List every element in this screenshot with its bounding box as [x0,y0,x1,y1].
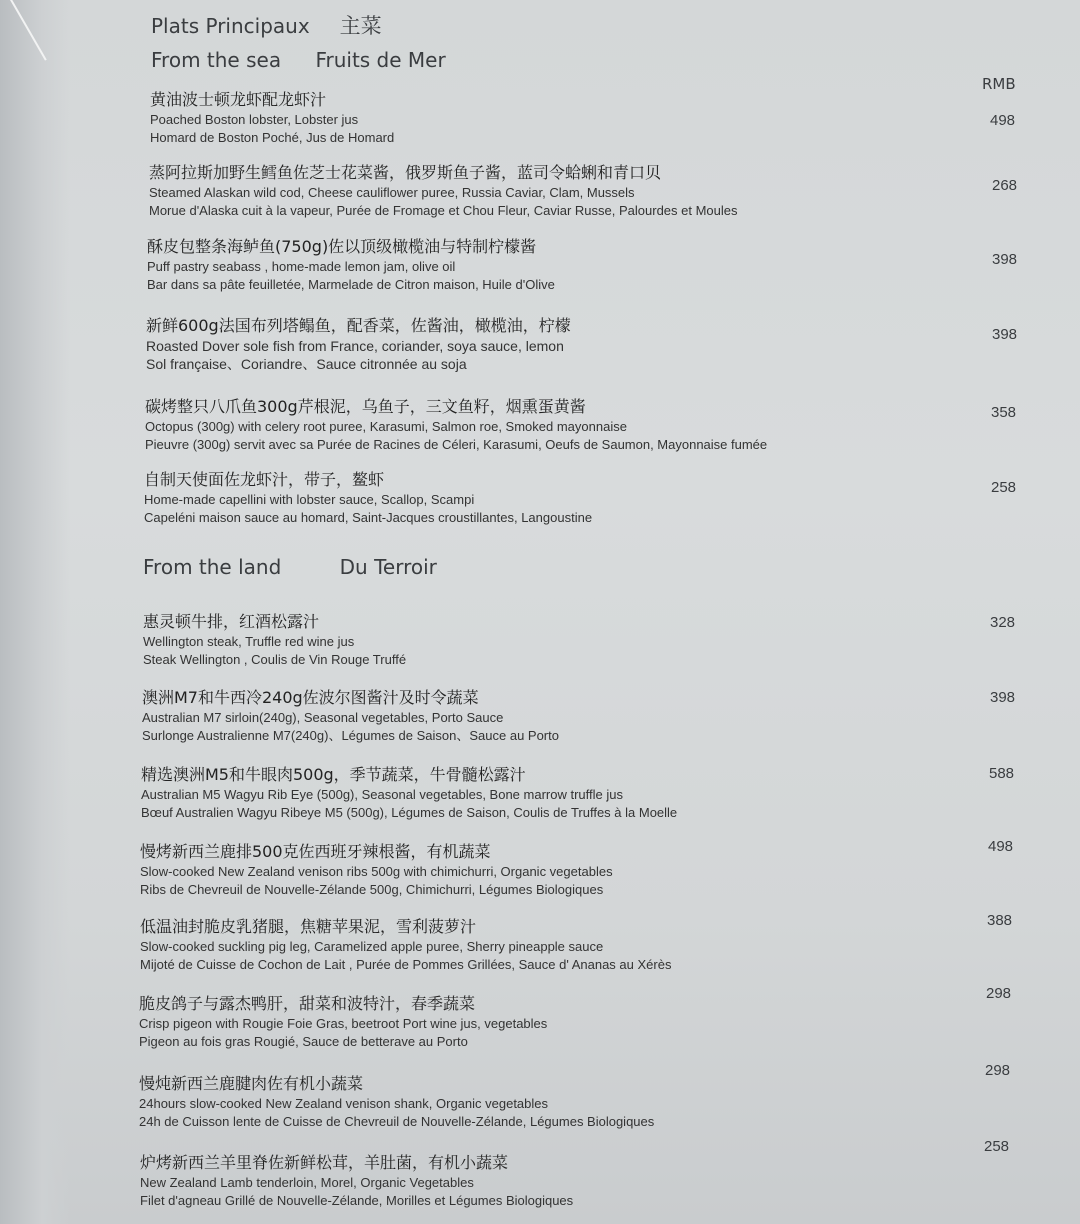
item-name-fr: Capeléni maison sauce au homard, Saint-Jacques croustillantes, Langoustine [144,510,593,525]
item-name-en: Slow-cooked suckling pig leg, Caramelized apple puree, Sherry pineapple sauce [140,939,604,954]
item-name-cn: 低温油封脆皮乳猪腿，焦糖苹果泥，雪利菠萝汁 [140,917,477,936]
item-name-en: Octopus (300g) with celery root puree, Karasumi, Salmon roe, Smoked mayonnaise [145,419,627,434]
menu-item [142,687,942,745]
menu-item [141,764,941,822]
item-name-fr: Steak Wellington , Coulis de Vin Rouge Truffé [143,652,407,667]
item-name-cn: 脆皮鸽子与露杰鸭肝，甜菜和波特汁，春季蔬菜 [139,994,476,1013]
item-price: 498 [988,838,1014,855]
item-name-fr: Mijoté de Cuisse de Cochon de Lait , Purée de Pommes Grillées, Sauce d' Ananas au Xérès [140,957,672,972]
item-name-en: Wellington steak, Truffle red wine jus [143,634,355,649]
item-name-en: Australian M5 Wagyu Rib Eye (500g), Seasonal vegetables, Bone marrow truffle jus [141,787,623,802]
item-price: 358 [991,404,1017,421]
item-name-cn: 酥皮包整条海鲈鱼(750g)佐以顶级橄榄油与特制柠檬酱 [147,237,537,256]
subsection-sea-fr: Fruits de Mer [315,48,446,72]
menu-item [147,236,947,294]
menu-item [139,993,939,1051]
item-name-en: New Zealand Lamb tenderloin, Morel, Organic Vegetables [140,1175,474,1190]
menu-item [139,1073,939,1131]
item-name-cn: 精选澳洲M5和牛眼肉500g，季节蔬菜，牛骨髓松露汁 [141,765,526,784]
item-price: 388 [987,912,1013,929]
menu-item [150,89,950,147]
item-name-cn: 自制天使面佐龙虾汁，带子，鳌虾 [144,470,385,489]
item-price: 398 [990,689,1016,706]
subsection-land-fr: Du Terroir [339,555,437,579]
subsection-sea-en: From the sea [151,48,282,72]
section-title-cn: 主菜 [339,14,382,38]
menu-item [140,1152,940,1210]
item-name-en: Puff pastry seabass , home-made lemon jam, olive oil [147,259,456,274]
item-price: 298 [986,985,1012,1002]
item-name-fr: Morue d'Alaska cuit à la vapeur, Purée de Fromage et Chou Fleur, Caviar Russe, Palourdes et Moules [149,203,738,218]
item-name-cn: 慢炖新西兰鹿腱肉佐有机小蔬菜 [139,1074,364,1093]
item-price: 398 [992,326,1018,343]
menu-item [140,916,940,974]
menu-item [149,162,949,220]
item-name-fr: Homard de Boston Poché, Jus de Homard [150,130,395,145]
item-name-cn: 澳洲M7和牛西冷240g佐波尔图酱汁及时令蔬菜 [142,688,479,707]
item-name-cn: 新鲜600g法国布列塔鳎鱼，配香菜，佐酱油，橄榄油，柠檬 [146,316,571,335]
item-price: 258 [991,479,1017,496]
item-price: 268 [992,177,1018,194]
item-name-en: 24hours slow-cooked New Zealand venison shank, Organic vegetables [139,1096,549,1111]
menu-item [140,841,940,899]
item-name-fr: Pigeon au fois gras Rougié, Sauce de betterave au Porto [139,1034,468,1049]
item-name-fr: Surlonge Australienne M7(240g)、Légumes de Saison、Sauce au Porto [142,728,559,743]
item-name-en: Crisp pigeon with Rougie Foie Gras, beetroot Port wine jus, vegetables [139,1016,548,1031]
item-name-fr: Filet d'agneau Grillé de Nouvelle-Zélande, Morilles et Légumes Biologiques [140,1193,574,1208]
menu-item [144,469,944,527]
item-name-fr: Pieuvre (300g) servit avec sa Purée de Racines de Céleri, Karasumi, Oeufs de Saumon, Mayonnaise fumée [145,437,768,452]
item-name-fr: Sol française、Coriandre、Sauce citronnée au soja [146,356,467,372]
item-name-en: Slow-cooked New Zealand venison ribs 500g with chimichurri, Organic vegetables [140,864,613,879]
item-name-fr: Bar dans sa pâte feuilletée, Marmelade de Citron maison, Huile d'Olive [147,277,555,292]
item-name-fr: 24h de Cuisson lente de Cuisse de Chevreuil de Nouvelle-Zélande, Légumes Biologiques [139,1114,655,1129]
item-price: 498 [990,112,1016,129]
item-name-en: Roasted Dover sole fish from France, coriander, soya sauce, lemon [146,338,564,354]
section-title-fr: Plats Principaux [151,14,310,38]
subsection-sea [151,48,446,72]
item-price: 328 [990,614,1016,631]
item-name-cn: 惠灵顿牛排，红酒松露汁 [143,612,320,631]
menu-item [146,315,946,373]
menu-item [143,611,943,669]
menu-item [145,396,945,454]
subsection-land-en: From the land [143,555,282,579]
item-name-cn: 黄油波士顿龙虾配龙虾汁 [150,90,327,109]
item-name-en: Australian M7 sirloin(240g), Seasonal vegetables, Porto Sauce [142,710,504,725]
item-name-en: Poached Boston lobster, Lobster jus [150,112,359,127]
item-name-cn: 慢烤新西兰鹿排500克佐西班牙辣根酱，有机蔬菜 [140,842,491,861]
item-name-cn: 炉烤新西兰羊里脊佐新鲜松茸，羊肚菌，有机小蔬菜 [140,1153,509,1172]
section-title [151,10,382,40]
currency-label: RMB [982,75,1016,93]
item-name-cn: 碳烤整只八爪鱼300g芹根泥，乌鱼子，三文鱼籽，烟熏蛋黄酱 [145,397,586,416]
item-price: 258 [984,1138,1010,1155]
item-name-en: Steamed Alaskan wild cod, Cheese cauliflower puree, Russia Caviar, Clam, Mussels [149,185,635,200]
item-name-fr: Ribs de Chevreuil de Nouvelle-Zélande 500g, Chimichurri, Légumes Biologiques [140,882,604,897]
item-price: 298 [985,1062,1011,1079]
item-name-cn: 蒸阿拉斯加野生鳕鱼佐芝士花菜酱，俄罗斯鱼子酱，蓝司令蛤蜊和青口贝 [149,163,662,182]
item-name-en: Home-made capellini with lobster sauce, Scallop, Scampi [144,492,475,507]
item-price: 588 [989,765,1015,782]
item-price: 398 [992,251,1018,268]
item-name-fr: Bœuf Australien Wagyu Ribeye M5 (500g), Légumes de Saison, Coulis de Truffes à la Moelle [141,805,678,820]
subsection-land [143,555,437,579]
